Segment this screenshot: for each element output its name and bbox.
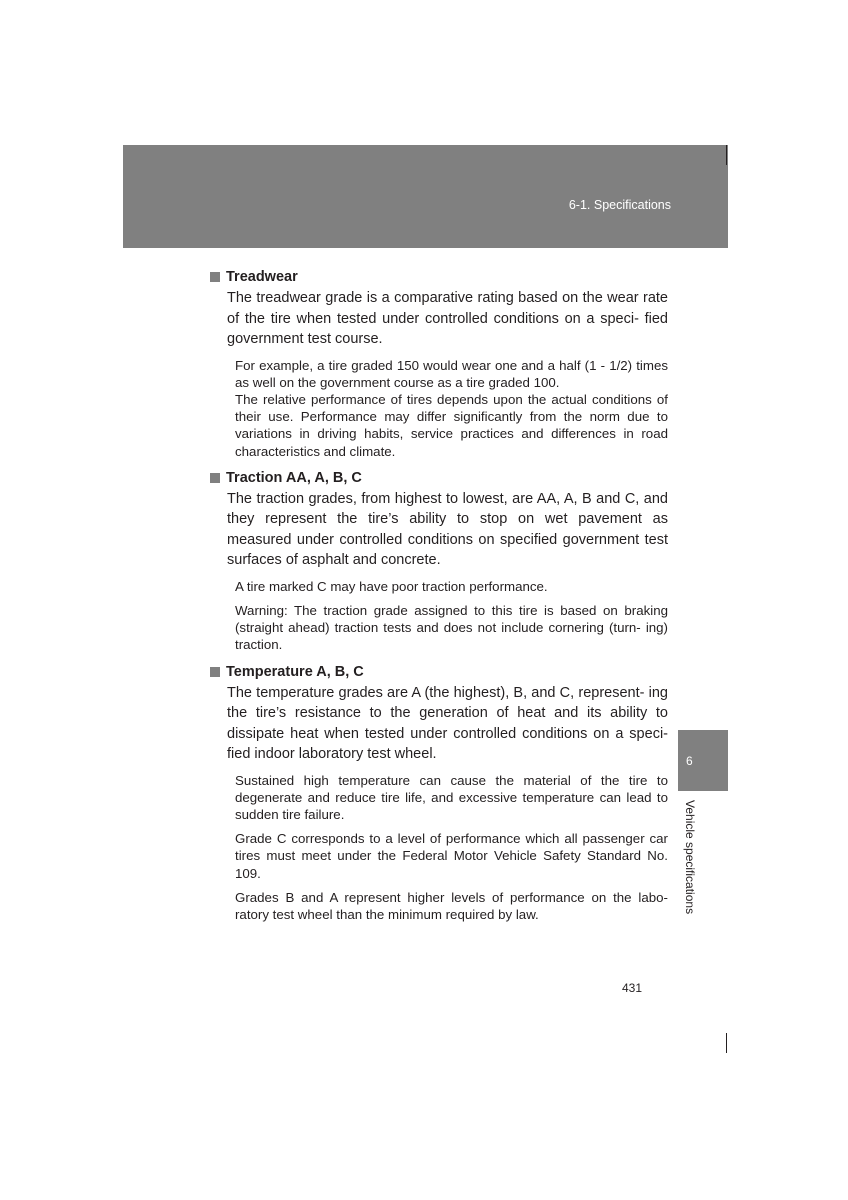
heading-text: Treadwear [226,269,298,285]
crop-mark-top [726,145,727,165]
section-heading [210,267,668,287]
square-bullet-icon [210,473,220,483]
header-band [123,145,728,248]
heading-text: Traction AA, A, B, C [226,469,362,486]
note-text: Grade C corresponds to a level of performance which all passenger car tires must meet under the Federal Motor Vehicle Safety Standard No. 109. [235,831,668,881]
page-content [210,267,668,923]
note-text: For example, a tire graded 150 would wear one and a half (1 - 1/2) times as well on the government course as a tire graded 100. [235,357,668,390]
square-bullet-icon [210,272,220,282]
square-bullet-icon [210,667,220,677]
note-text: The relative performance of tires depends upon the actual conditions of their use. Performance may differ significantly from the norm due to variations in driving habits, service practices and differences in road characteristics and climate. [235,391,668,459]
section-heading [210,468,668,488]
page-number: 431 [622,981,643,995]
crop-mark-bottom [726,1033,727,1053]
section-traction [210,468,668,654]
chapter-tab [678,730,728,791]
note-text: A tire marked C may have poor traction performance. [235,578,548,594]
note-text: Warning: The traction grade assigned to this tire is based on braking (straight ahead) traction tests and does not include cornering (turn- ing) traction. [235,602,668,653]
note-text: Sustained high temperature can cause the material of the tire to degenerate and reduce tire life, and excessive temperature can lead to sudden tire failure. [235,772,668,822]
section-temperature [210,662,668,924]
section-treadwear [210,267,668,460]
chapter-number: 6 [686,754,693,768]
section-label: 6-1. Specifications [568,198,671,212]
section-body: The traction grades, from highest to lowest, are AA, A, B and C, and they represent the tire’s ability to stop on wet pavement as measured under controlled conditions on specified government test surfaces of asphalt and concrete. [227,490,668,569]
note-text: Grades B and A represent higher levels of performance on the labo- ratory test wheel than the minimum required by law. [235,889,668,922]
section-body: The treadwear grade is a comparative rating based on the wear rate of the tire when tested under controlled conditions on a speci- fied government test course. [227,290,668,347]
section-heading [210,662,668,682]
section-body: The temperature grades are A (the highest), B, and C, represent- ing the tire’s resistance to the generation of heat and its ability to dissipate heat when tested under controlled conditions on a speci- fied indoor laboratory test wheel. [227,684,668,763]
heading-text: Temperature A, B, C [226,663,364,680]
chapter-label: Vehicle specifications [683,800,697,915]
